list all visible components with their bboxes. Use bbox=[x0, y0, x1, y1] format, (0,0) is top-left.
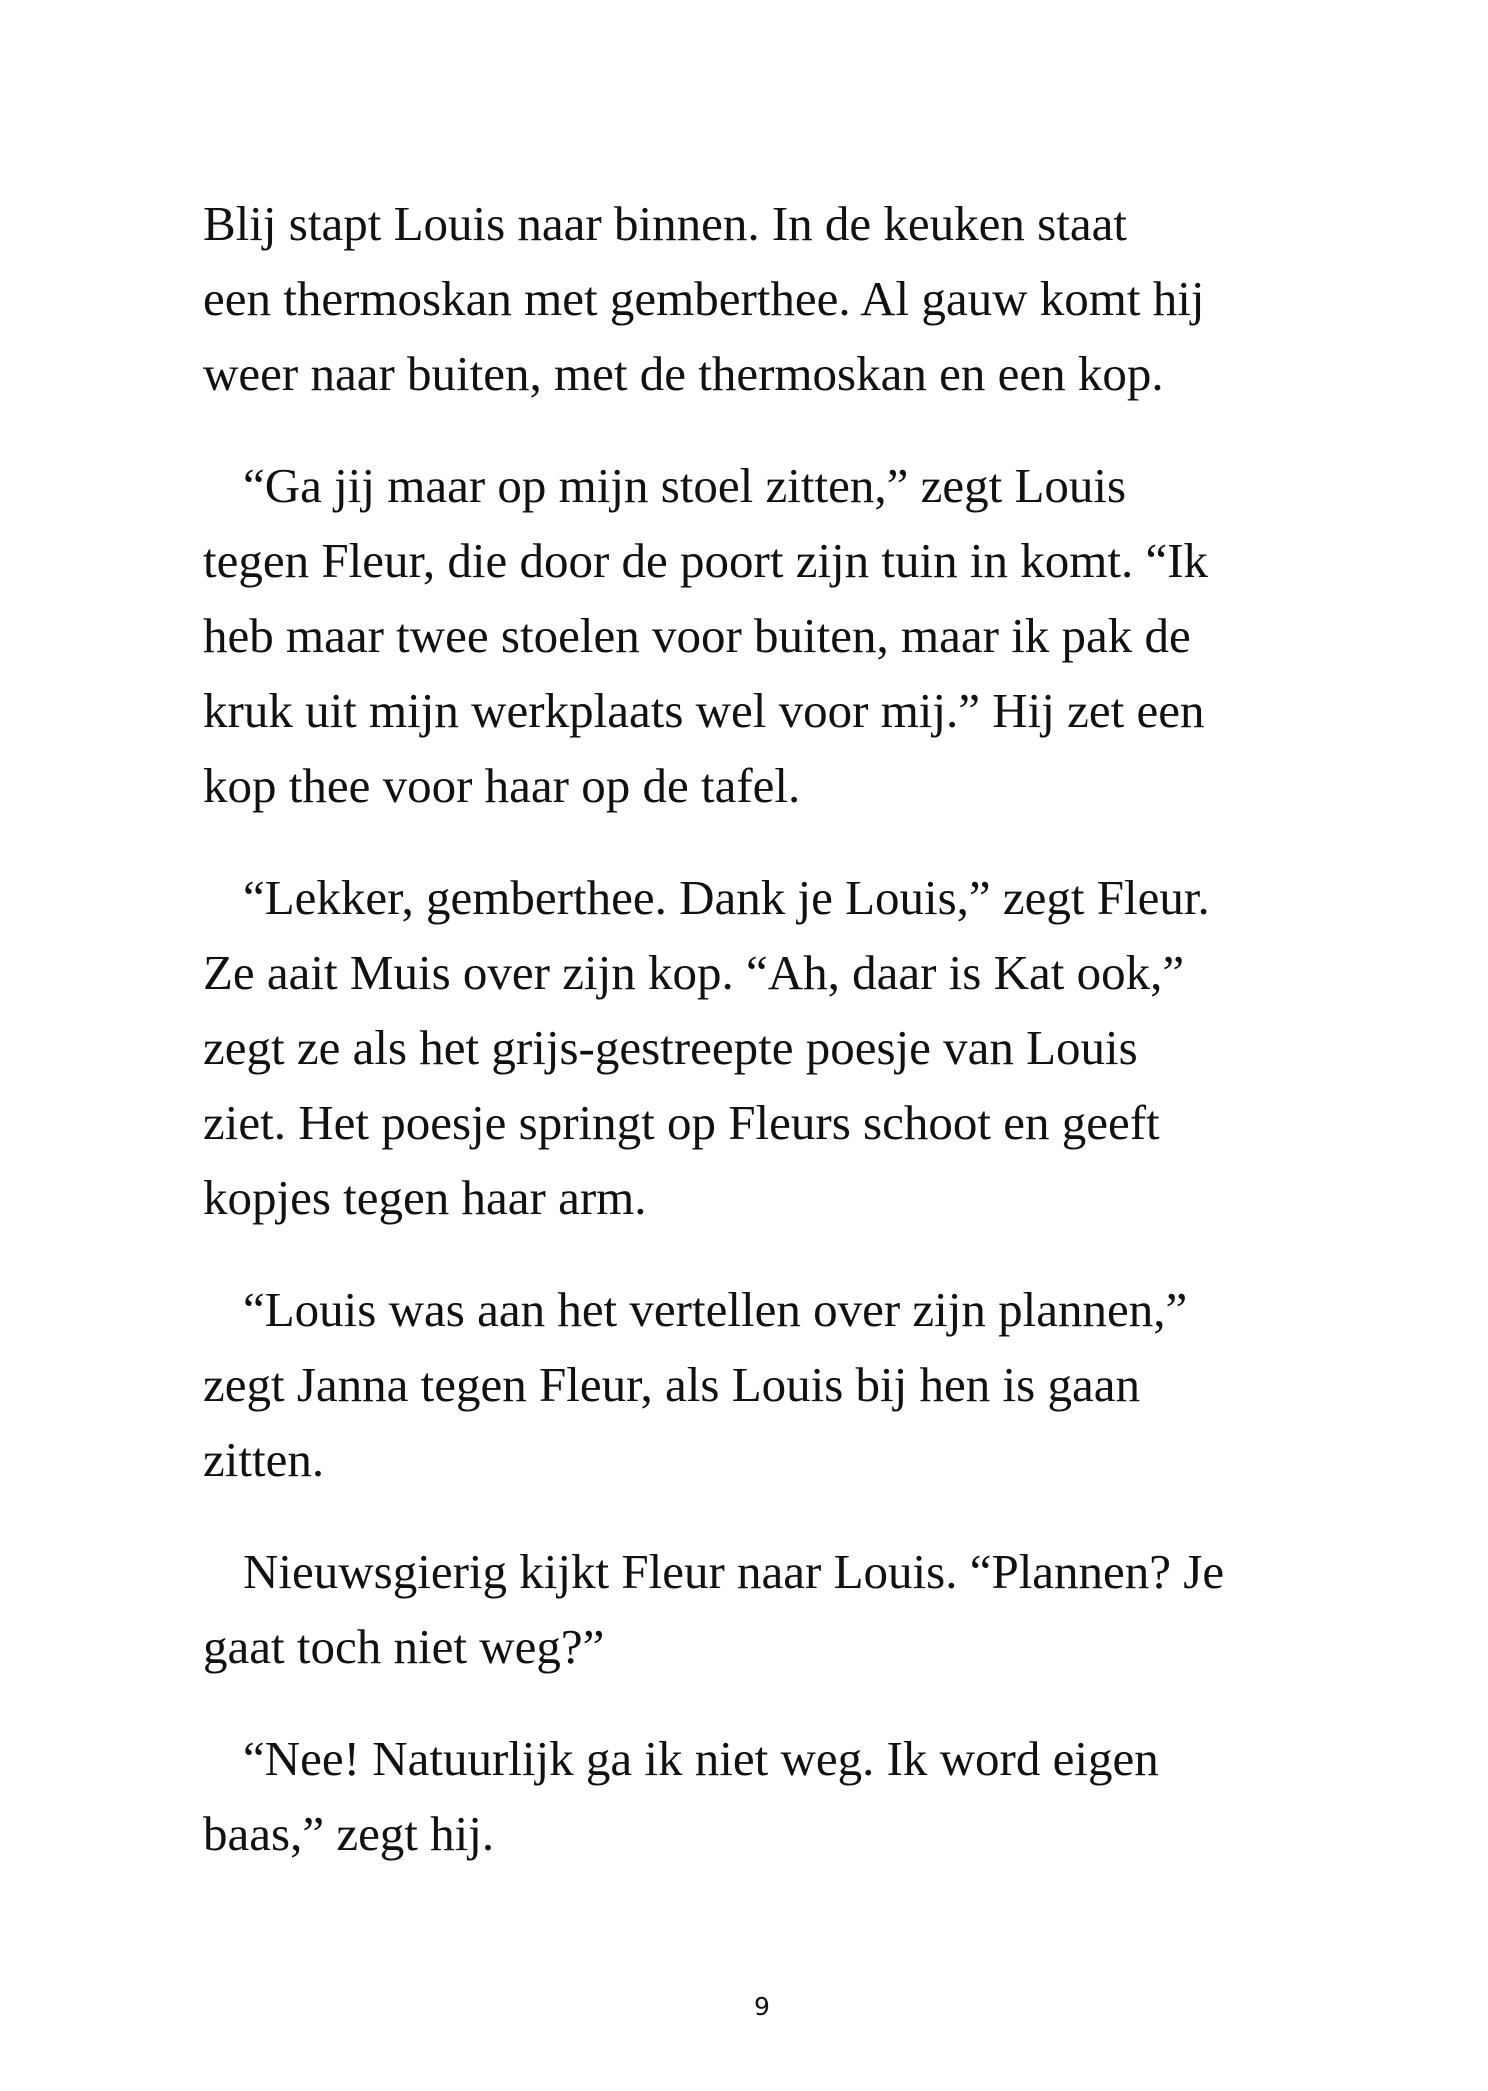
text-line: “Lekker, gemberthee. Dank je Louis,” zegt Fleur. bbox=[243, 870, 1210, 925]
paragraph-1 bbox=[203, 186, 1343, 411]
text-line: kruk uit mijn werkplaats wel voor mij.” Hij zet een bbox=[203, 683, 1205, 738]
text-line: kop thee voor haar op de tafel. bbox=[203, 758, 801, 813]
text-line: een thermoskan met gemberthee. Al gauw komt hij bbox=[203, 271, 1205, 326]
paragraph-2 bbox=[203, 448, 1343, 823]
page-number: 9 bbox=[754, 1992, 770, 2021]
paragraph-4 bbox=[203, 1272, 1343, 1497]
text-line: tegen Fleur, die door de poort zijn tuin in komt. “Ik bbox=[203, 533, 1209, 588]
text-line: “Ga jij maar op mijn stoel zitten,” zegt Louis bbox=[243, 458, 1127, 513]
text-line: “Nee! Natuurlijk ga ik niet weg. Ik word eigen bbox=[243, 1731, 1159, 1786]
text-line: Ze aait Muis over zijn kop. “Ah, daar is Kat ook,” bbox=[203, 945, 1185, 1000]
text-line: Blij stapt Louis naar binnen. In de keuken staat bbox=[203, 196, 1127, 251]
paragraph-6 bbox=[203, 1721, 1343, 1871]
paragraph-3 bbox=[203, 860, 1343, 1235]
text-line: ziet. Het poesje springt op Fleurs schoot en geeft bbox=[203, 1095, 1160, 1150]
text-line: kopjes tegen haar arm. bbox=[203, 1170, 647, 1225]
text-line: heb maar twee stoelen voor buiten, maar ik pak de bbox=[203, 608, 1191, 663]
text-line: Nieuwsgierig kijkt Fleur naar Louis. “Plannen? Je bbox=[243, 1544, 1225, 1599]
text-line: zegt Janna tegen Fleur, als Louis bij hen is gaan bbox=[203, 1357, 1140, 1412]
text-line: weer naar buiten, met de thermoskan en een kop. bbox=[203, 346, 1164, 401]
text-line: zitten. bbox=[203, 1432, 325, 1487]
paragraph-5 bbox=[203, 1534, 1343, 1684]
text-line: “Louis was aan het vertellen over zijn plannen,” bbox=[243, 1282, 1188, 1337]
body-text bbox=[203, 186, 1343, 1908]
text-line: zegt ze als het grijs-gestreepte poesje van Louis bbox=[203, 1020, 1138, 1075]
text-line: gaat toch niet weg?” bbox=[203, 1619, 605, 1674]
text-line: baas,” zegt hij. bbox=[203, 1806, 495, 1861]
